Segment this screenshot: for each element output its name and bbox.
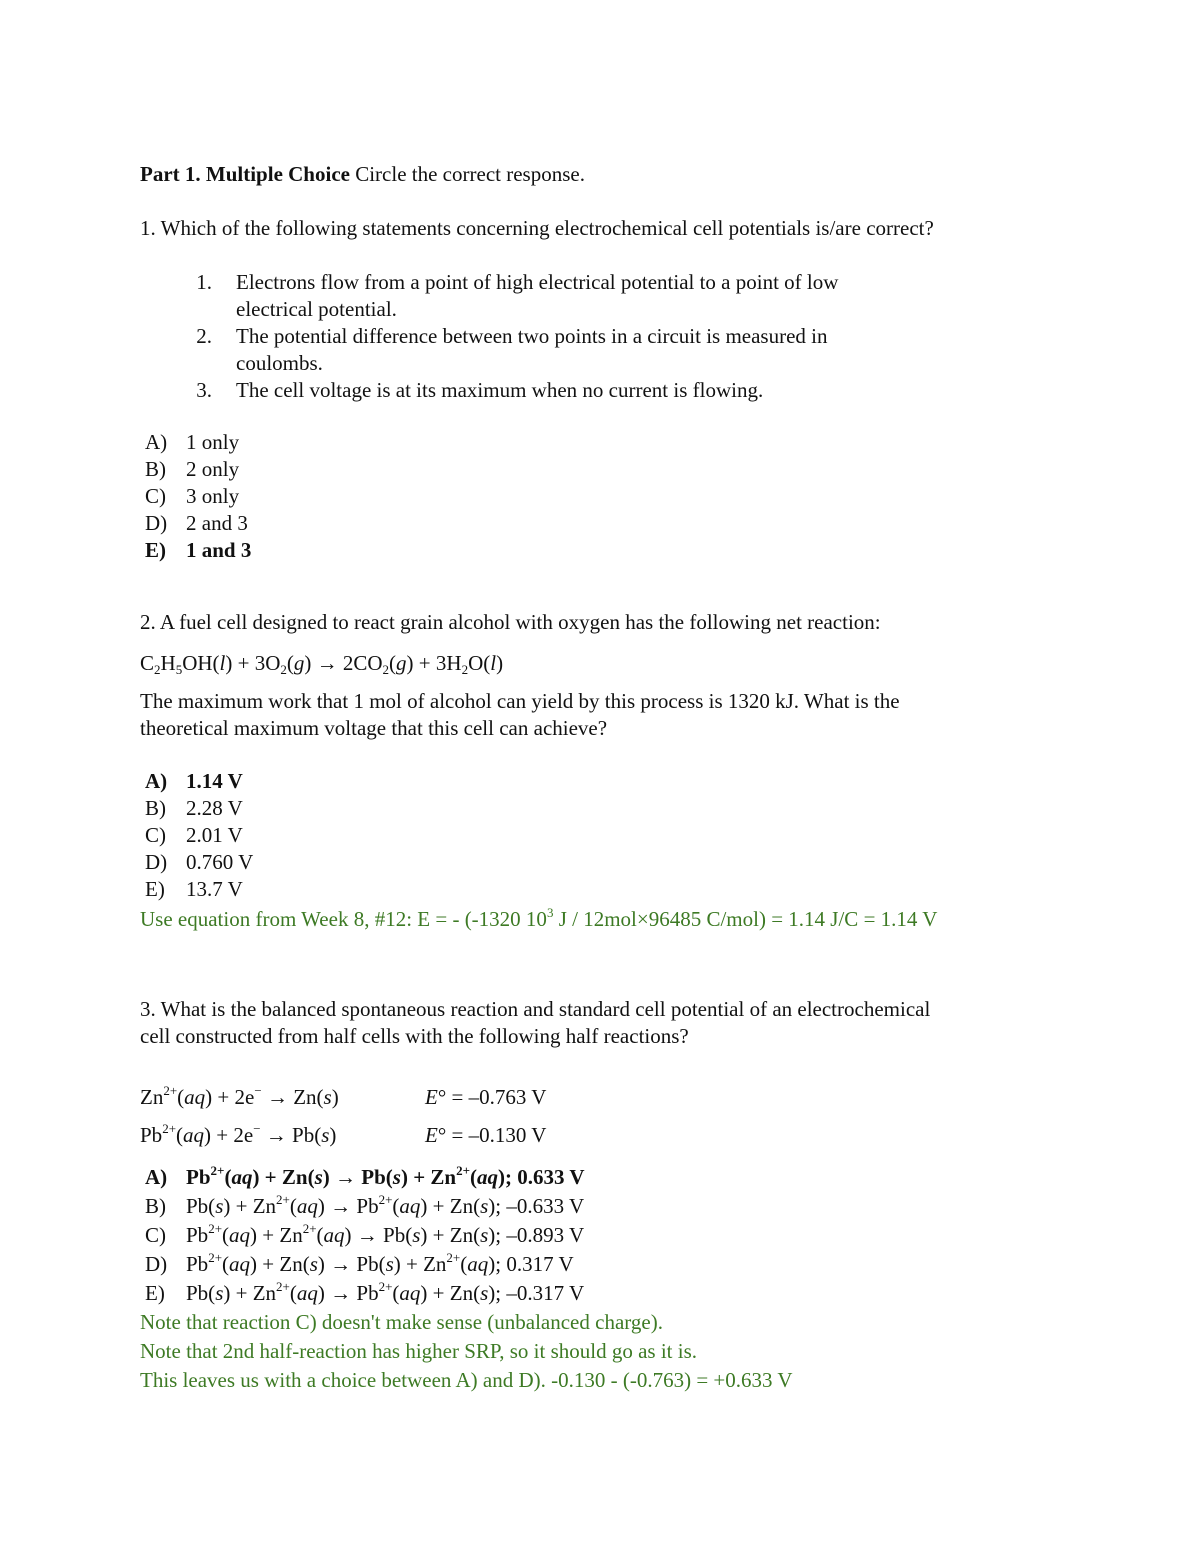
option-reaction: $Pb^{2+}(aq) + Zn(s) \to Pb(s) + Zn^{2+}(aq)$; bbox=[186, 1163, 518, 1189]
option-text: 2.28 V bbox=[186, 796, 243, 820]
option-text: 1 only bbox=[186, 430, 240, 454]
q1-statement-text: The cell voltage is at its maximum when no current is flowing. bbox=[236, 378, 764, 402]
q3-potential-pb: E° = –0.130 V bbox=[425, 1123, 547, 1147]
part-heading-instruction: Circle the correct response. bbox=[349, 162, 585, 186]
option-text: 13.7 V bbox=[186, 877, 243, 901]
option-label: A) bbox=[145, 769, 168, 793]
option-label: D) bbox=[145, 850, 168, 874]
q1-option-b[interactable] bbox=[145, 456, 239, 482]
q1-statement-continuation: coulombs. bbox=[236, 351, 323, 375]
q2-option-a-correct[interactable] bbox=[145, 768, 243, 794]
q2-option-d[interactable] bbox=[145, 849, 253, 875]
option-label: A) bbox=[145, 1165, 168, 1189]
option-label: E) bbox=[145, 538, 166, 562]
option-label: C) bbox=[145, 823, 166, 847]
part-heading-bold: Part 1. Multiple Choice bbox=[140, 162, 350, 186]
q2-intro: 2. A fuel cell designed to react grain alcohol with oxygen has the following net reaction: bbox=[140, 610, 881, 634]
q3-half-reaction-pb: $Pb^{2+}(aq) + 2e^- \to Pb(s)$ bbox=[140, 1121, 337, 1147]
part-heading bbox=[140, 161, 585, 187]
option-potential: 0.633 V bbox=[517, 1165, 585, 1189]
q2-text-line-1: The maximum work that 1 mol of alcohol can yield by this process is 1320 kJ. What is the bbox=[140, 689, 900, 713]
option-label: B) bbox=[145, 796, 166, 820]
q1-option-d[interactable] bbox=[145, 510, 248, 536]
q3-option-e[interactable] bbox=[145, 1280, 584, 1306]
q3-solution-note-1: Note that reaction C) doesn't make sense (unbalanced charge). bbox=[140, 1310, 663, 1334]
q3-solution-note-3: This leaves us with a choice between A) and D). -0.130 - (-0.763) = +0.633 V bbox=[140, 1368, 793, 1392]
option-reaction: $Pb(s) + Zn^{2+}(aq) \to Pb^{2+}(aq) + Zn(s)$; bbox=[186, 1279, 507, 1305]
option-text: 2.01 V bbox=[186, 823, 243, 847]
option-potential: –0.317 V bbox=[506, 1281, 585, 1305]
option-potential: 0.317 V bbox=[506, 1252, 574, 1276]
q1-statement-number: 3. bbox=[196, 378, 212, 402]
q3-option-d[interactable] bbox=[145, 1251, 574, 1277]
q2-solution-note: Use equation from Week 8, #12: E = - (-1320 $10^3$ J / 12mol×96485 C/mol) = 1.14 J/C = 1.14 V bbox=[140, 905, 938, 931]
q3-option-c[interactable] bbox=[145, 1222, 584, 1248]
q1-option-e-correct[interactable] bbox=[145, 537, 251, 563]
option-text: 2 and 3 bbox=[186, 511, 248, 535]
q3-half-reaction-zn: $Zn^{2+}(aq) + 2e^- \to Zn(s)$ bbox=[140, 1083, 339, 1109]
option-reaction: $Pb^{2+}(aq) + Zn(s) \to Pb(s) + Zn^{2+}(aq)$; bbox=[186, 1250, 507, 1276]
q2-text-line-2: theoretical maximum voltage that this cell can achieve? bbox=[140, 716, 608, 740]
option-label: E) bbox=[145, 877, 165, 901]
option-label: C) bbox=[145, 1223, 166, 1247]
q3-potential-zn: E° = –0.763 V bbox=[425, 1085, 547, 1109]
q1-text: 1. Which of the following statements concerning electrochemical cell potentials is/are correct? bbox=[140, 216, 934, 240]
option-reaction: $Pb^{2+}(aq) + Zn^{2+}(aq) \to Pb(s) + Zn(s)$; bbox=[186, 1221, 507, 1247]
q1-option-a[interactable] bbox=[145, 429, 239, 455]
q3-text-line-2: cell constructed from half cells with the following half reactions? bbox=[140, 1024, 689, 1048]
option-potential: –0.633 V bbox=[506, 1194, 585, 1218]
option-label: D) bbox=[145, 511, 168, 535]
option-text: 1 and 3 bbox=[186, 538, 252, 562]
q1-statement-continuation: electrical potential. bbox=[236, 297, 397, 321]
option-text: 3 only bbox=[186, 484, 240, 508]
q2-option-b[interactable] bbox=[145, 795, 243, 821]
q2-option-c[interactable] bbox=[145, 822, 243, 848]
option-label: B) bbox=[145, 1194, 166, 1218]
q1-option-c[interactable] bbox=[145, 483, 239, 509]
q1-statement-number: 2. bbox=[196, 324, 212, 348]
option-text: 0.760 V bbox=[186, 850, 254, 874]
q3-solution-note-2: Note that 2nd half-reaction has higher SRP, so it should go as it is. bbox=[140, 1339, 698, 1363]
q2-option-e[interactable] bbox=[145, 876, 243, 902]
q2-equation: $C_2H_5OH(l) + 3O_2(g) \to 2CO_2(g) + 3H_2O(l)$ bbox=[140, 651, 504, 677]
option-reaction: $Pb(s) + Zn^{2+}(aq) \to Pb^{2+}(aq) + Zn(s)$; bbox=[186, 1192, 507, 1218]
q1-statement-text: Electrons flow from a point of high electrical potential to a point of low bbox=[236, 270, 839, 294]
q1-statement-text: The potential difference between two points in a circuit is measured in bbox=[236, 324, 828, 348]
option-potential: –0.893 V bbox=[506, 1223, 585, 1247]
q3-option-b[interactable] bbox=[145, 1193, 584, 1219]
option-text: 1.14 V bbox=[186, 769, 243, 793]
option-label: A) bbox=[145, 430, 168, 454]
option-label: B) bbox=[145, 457, 166, 481]
option-label: D) bbox=[145, 1252, 168, 1276]
q1-statement-number: 1. bbox=[196, 270, 212, 294]
option-label: C) bbox=[145, 484, 166, 508]
q3-text-line-1: 3. What is the balanced spontaneous reaction and standard cell potential of an electrochemical bbox=[140, 997, 931, 1021]
q3-option-a-correct[interactable] bbox=[145, 1164, 585, 1190]
option-label: E) bbox=[145, 1281, 165, 1305]
option-text: 2 only bbox=[186, 457, 240, 481]
